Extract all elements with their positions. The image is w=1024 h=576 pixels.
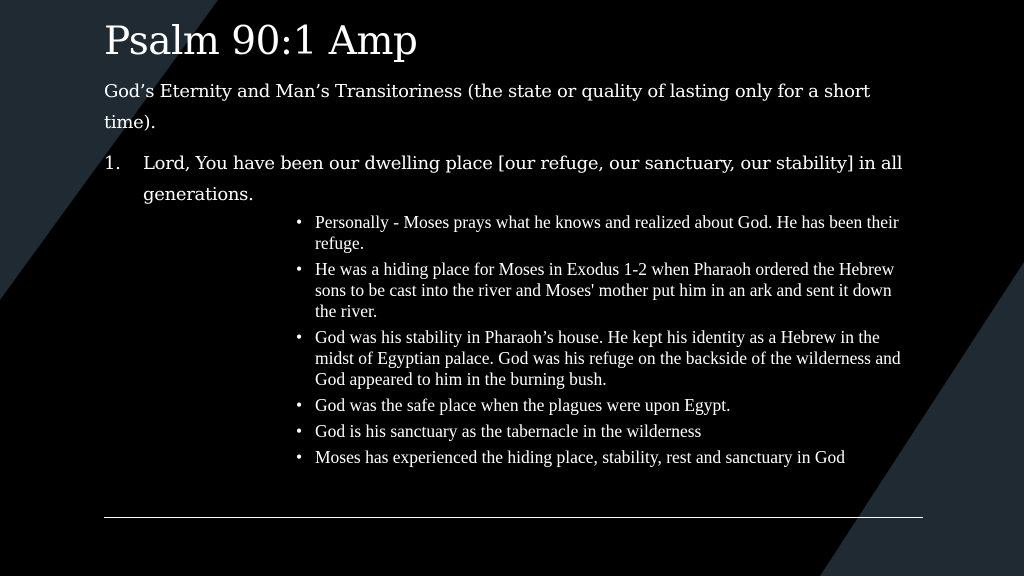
bullet-list bbox=[296, 212, 912, 473]
bullet-dot-icon: • bbox=[296, 447, 303, 467]
bullet-item bbox=[296, 447, 912, 468]
bullet-dot-icon: • bbox=[296, 327, 303, 347]
bullet-text: God was his stability in Pharaoh’s house. He kept his identity as a Hebrew in the midst of Egyptian palace. God was his refuge on the backside of the wilderness and God appeared to him in the burning bush. bbox=[315, 327, 901, 389]
bullet-text: Moses has experienced the hiding place, stability, rest and sanctuary in God bbox=[315, 447, 846, 467]
bullet-dot-icon: • bbox=[296, 395, 303, 415]
slide-subtitle: God’s Eternity and Man’s Transitoriness (the state or quality of lasting only for a short time). bbox=[104, 81, 870, 133]
bullet-text: God is his sanctuary as the tabernacle in the wilderness bbox=[315, 421, 702, 441]
bottom-divider bbox=[104, 517, 923, 518]
bullet-text: Personally - Moses prays what he knows and realized about God. He has been their refuge. bbox=[315, 212, 899, 253]
bullet-item bbox=[296, 259, 912, 322]
verse-number: 1. bbox=[104, 153, 121, 174]
bullet-item bbox=[296, 212, 912, 254]
bullet-text: He was a hiding place for Moses in Exodus 1-2 when Pharaoh ordered the Hebrew sons to be cast into the river and Moses' mother put him in an ark and sent it down the river. bbox=[315, 259, 895, 321]
verse-item bbox=[104, 148, 904, 210]
bullet-item bbox=[296, 421, 912, 442]
bullet-text: God was the safe place when the plagues were upon Egypt. bbox=[315, 395, 731, 415]
slide-title: Psalm 90:1 Amp bbox=[104, 19, 418, 64]
bullet-item bbox=[296, 327, 912, 390]
verse-text: Lord, You have been our dwelling place [our refuge, our sanctuary, our stability] in all generations. bbox=[143, 153, 903, 205]
bullet-dot-icon: • bbox=[296, 421, 303, 441]
bullet-item bbox=[296, 395, 912, 416]
bullet-dot-icon: • bbox=[296, 212, 303, 232]
bullet-dot-icon: • bbox=[296, 259, 303, 279]
